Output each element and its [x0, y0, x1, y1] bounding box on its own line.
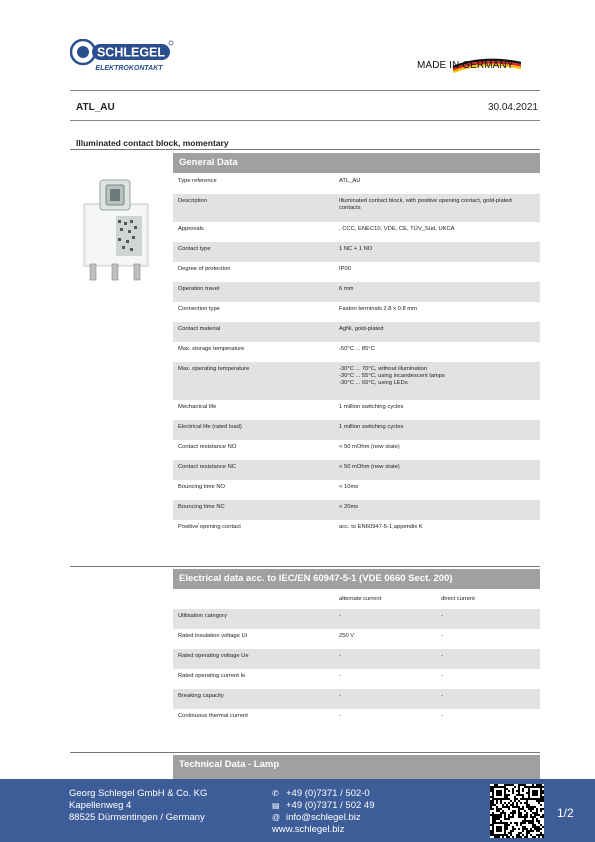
row-label: Contact resistance NC — [178, 464, 236, 470]
general-data-table — [173, 174, 540, 540]
made-in-germany: MADE IN GERMANY — [417, 60, 514, 71]
row-label: Bouncing time NC — [178, 504, 225, 510]
ac-value: - — [339, 713, 341, 719]
row-label: Degree of protection — [178, 266, 231, 272]
row-label: Rated operating current Ie — [178, 673, 246, 679]
row-label: Type reference — [178, 178, 217, 184]
row-value: < 50 mOhm (new state) — [339, 444, 400, 450]
product-image — [72, 176, 160, 284]
table-row — [173, 520, 540, 540]
table-row — [173, 222, 540, 242]
qr-code[interactable] — [490, 784, 544, 838]
table-row — [173, 460, 540, 480]
row-label: Bouncing time NO — [178, 484, 226, 490]
row-value: IP00 — [339, 266, 351, 272]
website-link[interactable]: www.schlegel.biz — [272, 824, 345, 835]
dc-value: - — [441, 653, 443, 659]
row-value: , CCC, ENEC10, VDE, CE, TÜV_Süd, UKCA — [339, 226, 455, 232]
row-label: Utilisation category — [178, 613, 227, 619]
general-data-title: General Data — [173, 153, 540, 173]
row-value: < 20ms — [339, 504, 359, 510]
electrical-data-title: Electrical data acc. to IEC/EN 60947-5-1 (VDE 0660 Sect. 200) — [173, 569, 540, 589]
row-value: Faston terminals 2.8 x 0.8 mm — [339, 306, 417, 312]
row-label: Continuous thermal current — [178, 713, 248, 719]
email-icon: @ — [272, 813, 281, 822]
row-label: Positive opening contact — [178, 524, 241, 530]
row-value: 1 million switching cycles — [339, 424, 404, 430]
ac-value: 250 V — [339, 633, 355, 639]
row-label: Contact type — [178, 246, 211, 252]
row-label: Operation travel — [178, 286, 220, 292]
fax-number[interactable]: +49 (0)7371 / 502 49 — [286, 800, 375, 811]
row-value: -30°C ... 70°C, without illumination -30°C ... 55°C, using incandescent lamps -30°C ... 65°C, using LEDs — [339, 366, 445, 387]
dc-value: - — [441, 633, 443, 639]
company-city: 88525 Dürmentingen / Germany — [69, 812, 205, 823]
lamp-data-title: Technical Data - Lamp — [173, 755, 540, 779]
table-row — [173, 174, 540, 194]
table-row — [173, 480, 540, 500]
row-label: Rated insulation voltage Ui — [178, 633, 247, 639]
row-value: acc. to EN60947-5-1,appendix K — [339, 524, 423, 530]
table-row — [173, 262, 540, 282]
row-value: < 50 mOhm (new state) — [339, 464, 400, 470]
row-label: Description — [178, 198, 207, 204]
row-value: AgNi, gold-plated — [339, 326, 384, 332]
row-label: Max. storage temperature — [178, 346, 245, 352]
schlegel-logo — [70, 39, 174, 72]
company-street: Kapellenweg 4 — [69, 800, 132, 811]
section-rule — [70, 566, 540, 567]
dc-value: - — [441, 713, 443, 719]
dc-value: - — [441, 673, 443, 679]
table-row — [173, 194, 540, 222]
table-row — [173, 362, 540, 400]
row-value: -50°C ... 85°C — [339, 346, 375, 352]
row-label: Mechanical life — [178, 404, 217, 410]
row-label: Connection type — [178, 306, 220, 312]
table-row — [173, 629, 540, 649]
table-row — [173, 689, 540, 709]
table-row — [173, 302, 540, 322]
section-rule — [70, 149, 540, 150]
table-row — [173, 500, 540, 520]
table-row — [173, 342, 540, 362]
fax-icon: ▤ — [272, 801, 280, 810]
row-label: Contact resistance NO — [178, 444, 237, 450]
ac-value: - — [339, 613, 341, 619]
row-value: 1 NC + 1 NO — [339, 246, 373, 252]
ac-value: - — [339, 673, 341, 679]
email-link[interactable]: info@schlegel.biz — [286, 812, 361, 823]
column-header-dc: direct current — [441, 596, 475, 602]
logo-subtext: ELEKTROKONTAKT — [95, 65, 163, 72]
row-value: ATL_AU — [339, 178, 361, 184]
table-row — [173, 420, 540, 440]
row-value: < 10ms — [339, 484, 359, 490]
row-label: Breaking capacity — [178, 693, 224, 699]
footer — [0, 779, 595, 842]
header-divider — [70, 90, 540, 91]
row-value: 1 million switching cycles — [339, 404, 404, 410]
phone-icon: ✆ — [272, 789, 279, 798]
row-value: Illuminated contact block, with positive opening contact, gold-plated contacts — [339, 198, 512, 212]
table-row — [173, 440, 540, 460]
column-header-ac: alternate current — [339, 596, 382, 602]
product-code: ATL_AU — [76, 102, 115, 113]
dc-value: - — [441, 613, 443, 619]
dc-value: - — [441, 693, 443, 699]
product-subtitle: Illuminated contact block, momentary — [76, 138, 229, 148]
table-row — [173, 669, 540, 689]
table-row — [173, 282, 540, 302]
electrical-data-table — [173, 609, 540, 729]
logo-text: SCHLEGEL — [96, 45, 166, 60]
row-label: Approvals — [178, 226, 204, 232]
row-label: Max. operating temperature — [178, 366, 250, 372]
row-label: Electrical life (rated load) — [178, 424, 242, 430]
row-label: Rated operating voltage Ue — [178, 653, 249, 659]
ac-value: - — [339, 693, 341, 699]
table-row — [173, 322, 540, 342]
row-label: Contact material — [178, 326, 221, 332]
phone-number[interactable]: +49 (0)7371 / 502-0 — [286, 788, 370, 799]
table-row — [173, 609, 540, 629]
document-date: 30.04.2021 — [487, 102, 538, 113]
row-value: 6 mm — [339, 286, 354, 292]
table-row — [173, 709, 540, 729]
header-divider — [70, 120, 540, 121]
table-row — [173, 400, 540, 420]
table-row — [173, 242, 540, 262]
table-row — [173, 649, 540, 669]
ac-value: - — [339, 653, 341, 659]
company-name: Georg Schlegel GmbH & Co. KG — [69, 788, 208, 799]
page-number: 1/2 — [557, 806, 574, 820]
section-rule — [70, 752, 540, 753]
